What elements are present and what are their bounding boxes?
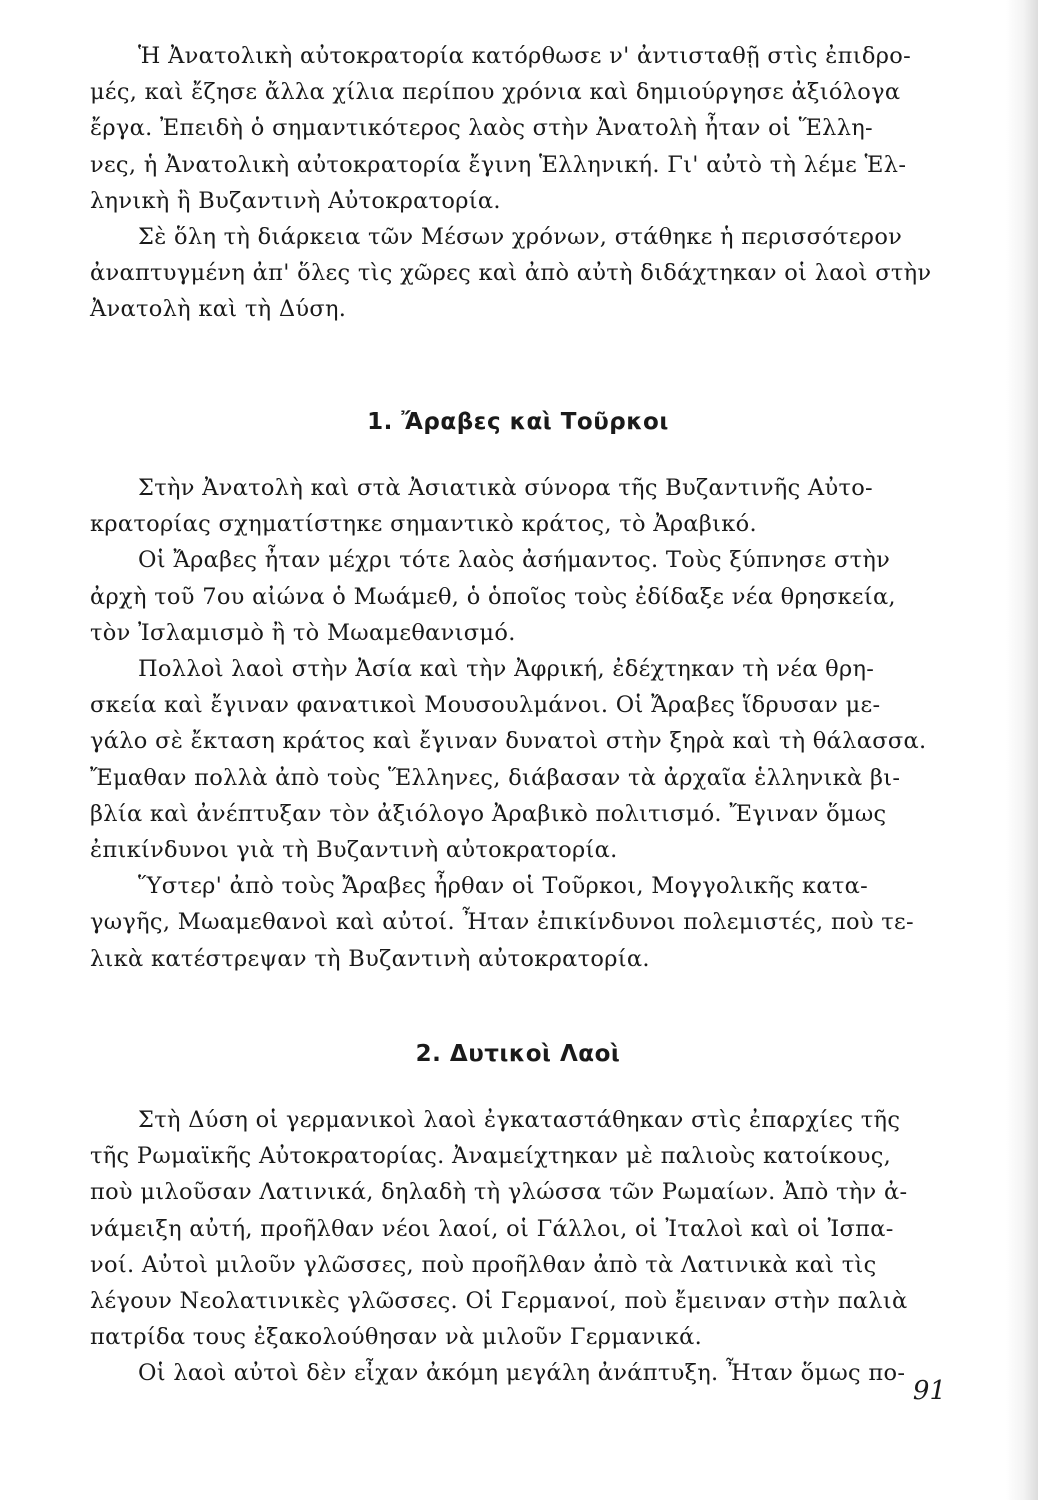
text-line: τῆς Ρωμαϊκῆς Αὐτοκρατορίας. Ἀναμείχτηκαν μὲ παλιοὺς κατοίκους,	[90, 1143, 892, 1170]
text-line: Στὴν Ἀνατολὴ καὶ στὰ Ἀσιατικὰ σύνορα τῆς Βυζαντινῆς Αὐτο-	[138, 475, 873, 501]
text-line: ἀναπτυγμένη ἀπ' ὅλες τὶς χῶρες καὶ ἀπὸ αὐτὴ διδάχτηκαν οἱ λαοὶ στὴν	[90, 260, 932, 287]
page-number: 91	[912, 1376, 946, 1406]
text-line: ἔργα. Ἐπειδὴ ὁ σημαντικότερος λαὸς στὴν Ἀνατολὴ ἦταν οἱ Ἕλλη-	[90, 115, 873, 142]
text-line: Οἱ λαοὶ αὐτοὶ δὲν εἶχαν ἀκόμη μεγάλη ἀνάπτυξη. Ἦταν ὅμως πο-	[138, 1360, 906, 1387]
text-line: σκεία καὶ ἔγιναν φανατικοὶ Μουσουλμάνοι. Οἱ Ἄραβες ἵδρυσαν με-	[90, 692, 881, 719]
text-line: ποὺ μιλοῦσαν Λατινικά, δηλαδὴ τὴ γλώσσα τῶν Ρωμαίων. Ἀπὸ τὴν ἀ-	[90, 1179, 908, 1206]
text-line: λέγουν Νεολατινικὲς γλῶσσες. Οἱ Γερμανοί, ποὺ ἔμειναν στὴν παλιὰ	[90, 1288, 908, 1315]
text-line: Ἔμαθαν πολλὰ ἀπὸ τοὺς Ἕλληνες, διάβασαν τὰ ἀρχαῖα ἑλληνικὰ βι-	[90, 764, 901, 791]
section-heading-western-peoples: 2. Δυτικοὶ Λαοὶ	[415, 1041, 621, 1067]
text-line: Ὕστερ' ἀπὸ τοὺς Ἄραβες ἦρθαν οἱ Τοῦρκοι, Μογγολικῆς κατα-	[138, 873, 868, 900]
text-line: ληνικὴ ἢ Βυζαντινὴ Αὐτοκρατορία.	[90, 187, 501, 214]
section-heading-arabs-turks: 1. Ἄραβες καὶ Τοῦρκοι	[367, 409, 669, 435]
text-line: Πολλοὶ λαοὶ στὴν Ἀσία καὶ τὴν Ἀφρική, ἐδέχτηκαν τὴ νέα θρη-	[138, 656, 875, 683]
section-arabs-turks-body	[90, 470, 926, 977]
text-line: κρατορίας σχηματίστηκε σημαντικὸ κράτος, τὸ Ἀραβικό.	[90, 511, 757, 538]
text-line: Ἀνατολὴ καὶ τὴ Δύση.	[90, 296, 347, 323]
text-line: γάλο σὲ ἔκταση κράτος καὶ ἔγιναν δυνατοὶ στὴν ξηρὰ καὶ τὴ θάλασσα.	[90, 728, 927, 755]
text-line: πατρίδα τους ἐξακολούθησαν νὰ μιλοῦν Γερμανικά.	[90, 1324, 703, 1351]
scan-page-edge	[1006, 0, 1038, 1500]
text-line: νοί. Αὐτοὶ μιλοῦν γλῶσσες, ποὺ προῆλθαν ἀπὸ τὰ Λατινικὰ καὶ τὶς	[90, 1251, 877, 1278]
text-line: λικὰ κατέστρεψαν τὴ Βυζαντινὴ αὐτοκρατορία.	[90, 945, 650, 972]
text-line: νες, ἡ Ἀνατολικὴ αὐτοκρατορία ἔγινη Ἑλληνική. Γι' αὐτὸ τὴ λέμε Ἑλ-	[90, 151, 907, 178]
text-line: Στὴ Δύση οἱ γερμανικοὶ λαοὶ ἐγκαταστάθηκαν στὶς ἐπαρχίες τῆς	[138, 1107, 901, 1133]
text-line: ἐπικίνδυνοι γιὰ τὴ Βυζαντινὴ αὐτοκρατορία.	[90, 837, 618, 864]
text-line: βλία καὶ ἀνέπτυξαν τὸν ἀξιόλογο Ἀραβικὸ πολιτισμό. Ἔγιναν ὅμως	[90, 800, 887, 827]
text-line: μές, καὶ ἔζησε ἄλλα χίλια περίπου χρόνια καὶ δημιούργησε ἀξιόλογα	[90, 79, 901, 106]
text-line: Σὲ ὅλη τὴ διάρκεια τῶν Μέσων χρόνων, στάθηκε ἡ περισσότερον	[138, 224, 903, 251]
text-line: Ἡ Ἀνατολικὴ αὐτοκρατορία κατόρθωσε ν' ἀντισταθῇ στὶς ἐπιδρο-	[138, 43, 911, 69]
section-western-peoples-body	[90, 1102, 907, 1392]
text-line: γωγῆς, Μωαμεθανοὶ καὶ αὐτοί. Ἦταν ἐπικίνδυνοι πολεμιστές, ποὺ τε-	[90, 909, 914, 936]
intro-paragraphs	[90, 38, 931, 328]
text-line: νάμειξη αὐτή, προῆλθαν νέοι λαοί, οἱ Γάλλοι, οἱ Ἰταλοὶ καὶ οἱ Ἰσπα-	[90, 1215, 894, 1242]
text-line: ἀρχὴ τοῦ 7ου αἰώνα ὁ Μωάμεθ, ὁ ὁποῖος τοὺς ἐδίδαξε νέα θρησκεία,	[90, 583, 896, 610]
text-line: Οἱ Ἄραβες ἦταν μέχρι τότε λαὸς ἀσήμαντος. Τοὺς ξύπνησε στὴν	[138, 547, 891, 574]
text-line: τὸν Ἰσλαμισμὸ ἢ τὸ Μωαμεθανισμό.	[90, 619, 516, 646]
